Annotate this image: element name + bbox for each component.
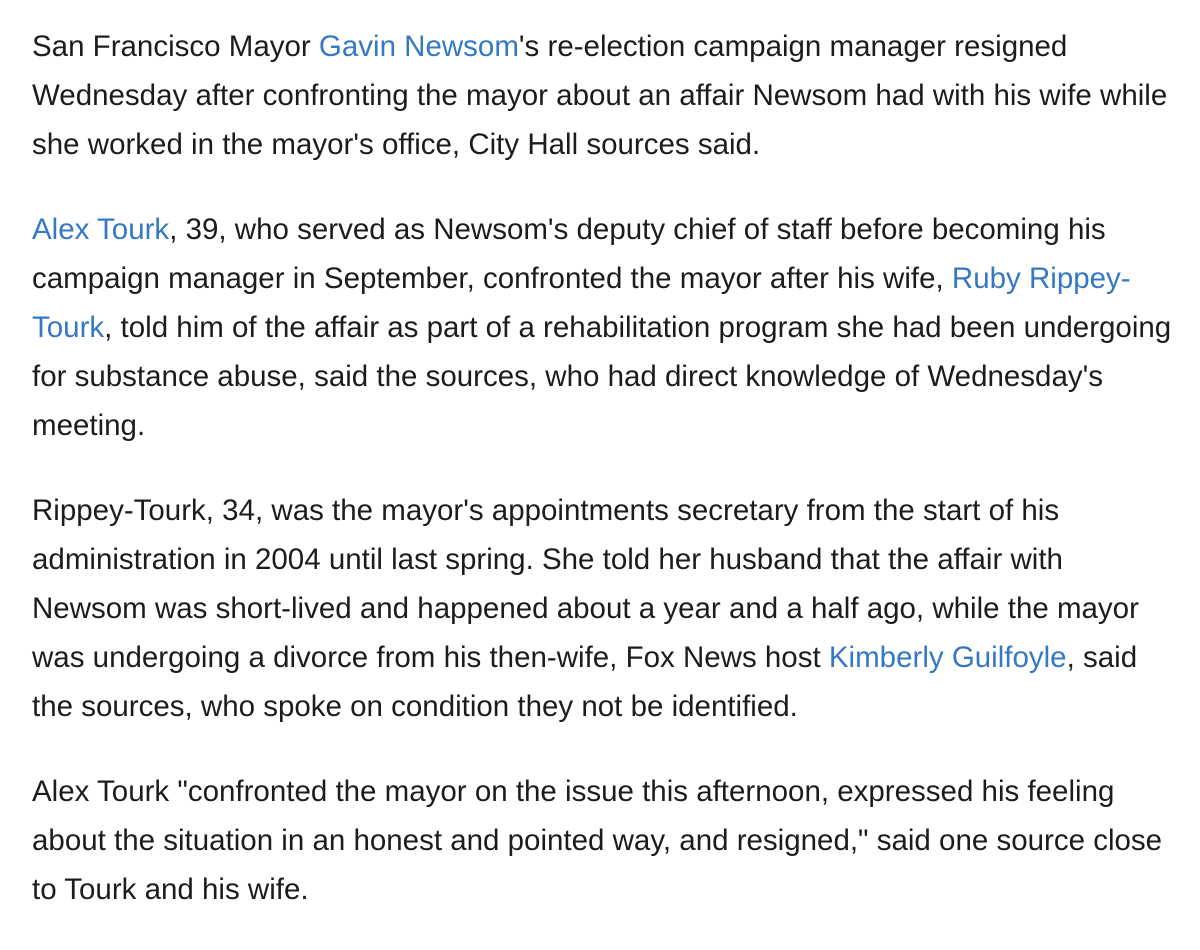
text-segment: , said the sources, who spoke on condition they not be identified. [32, 641, 1138, 723]
text-segment: 's re-election campaign manager resigned Wednesday after confronting the mayor about an affair Newsom had with his wife while she worked in the mayor's office, City Hall sources said. [32, 30, 1168, 161]
link-ruby-rippey-tourk[interactable]: Ruby Rippey-Tourk [32, 262, 1131, 344]
paragraph [32, 486, 1182, 731]
text-segment: , 39, who served as Newsom's deputy chief of staff before becoming his campaign manager in September, confronted the mayor after his wife, [32, 213, 1106, 295]
text-segment: Rippey-Tourk, 34, was the mayor's appointments secretary from the start of his administration in 2004 until last spring. She told her husband that the affair with Newsom was short-lived and happened about a year and a half ago, while the mayor was undergoing a divorce from his then-wife, Fox News host [32, 494, 1139, 674]
text-segment: San Francisco Mayor [32, 30, 319, 63]
paragraph [32, 767, 1182, 914]
article-body [32, 22, 1182, 950]
link-gavin-newsom[interactable]: Gavin Newsom [318, 30, 519, 63]
link-alex-tourk[interactable]: Alex Tourk [32, 213, 170, 246]
paragraph [32, 22, 1182, 169]
text-segment: , told him of the affair as part of a rehabilitation program she had been undergoing for substance abuse, said the sources, who had direct knowledge of Wednesday's meeting. [32, 311, 1172, 442]
text-segment: Alex Tourk "confronted the mayor on the issue this afternoon, expressed his feeling about the situation in an honest and pointed way, and resigned," said one source close to Tourk and his wife. [32, 775, 1163, 906]
paragraph [32, 205, 1182, 450]
link-kimberly-guilfoyle[interactable]: Kimberly Guilfoyle [828, 641, 1067, 674]
